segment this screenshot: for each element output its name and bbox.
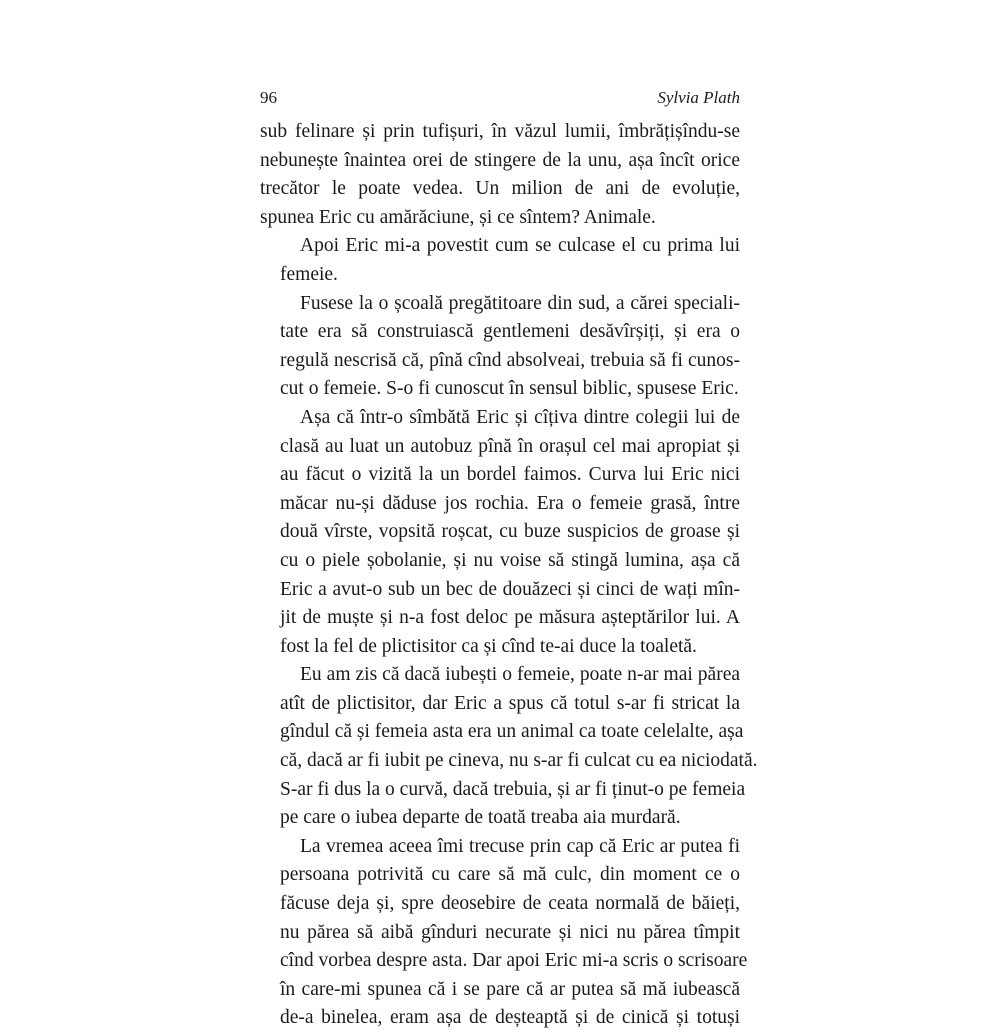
paragraph [260, 404, 740, 661]
text-line: spunea Eric cu amărăciune, și ce sîntem? Animale. [260, 206, 656, 228]
body-text [260, 118, 758, 1033]
text-line: S-ar fi dus la o curvă, dacă trebuia, și ar fi ținut-o pe femeia [280, 778, 746, 800]
text-line: că, dacă ar fi iubit pe cineva, nu s-ar fi culcat cu ea niciodată. [280, 750, 758, 772]
paragraph [260, 118, 740, 232]
text-line: atît de plictisitor, dar Eric a spus că totul s-ar fi stricat la [280, 692, 740, 714]
text-line: Eric a avut-o sub un bec de douăzeci și cinci de wați mîn- [280, 578, 740, 600]
text-line: măcar nu-și dăduse jos rochia. Era o femeie grasă, între [280, 492, 740, 514]
text-line: regulă nescrisă că, pînă cînd absolveai, trebuia să fi cunos- [280, 349, 740, 371]
paragraph [260, 661, 758, 833]
text-line: persoana potrivită cu care să mă culc, din moment ce o [280, 864, 740, 886]
text-line: tate era să construiască gentlemeni desăvîrșiți, și era o [280, 321, 740, 343]
text-line: trecător le poate vedea. Un milion de ani de evoluție, [260, 178, 740, 200]
text-line: La vremea aceea îmi trecuse prin cap că Eric ar putea fi [300, 835, 740, 857]
running-head-author: Sylvia Plath [657, 88, 740, 107]
text-line: jit de muște și n-a fost deloc pe măsura așteptărilor lui. A [280, 607, 740, 629]
page-number: 96 [260, 88, 277, 107]
paragraph [260, 232, 740, 289]
text-line: cu o piele șobolanie, și nu voise să stingă lumina, așa că [280, 549, 740, 571]
text-line: cut o femeie. S-o fi cunoscut în sensul biblic, spusese Eric. [280, 378, 739, 400]
text-line: făcuse deja și, spre deosebire de ceata normală de băieți, [280, 893, 740, 915]
text-line: sub felinare și prin tufișuri, în văzul lumii, îmbrățișîndu-se [260, 121, 740, 142]
text-line: clasă au luat un autobuz pînă în orașul cel mai apropiat și [280, 435, 740, 457]
text-line: Fusese la o școală pregătitoare din sud, a cărei speciali- [300, 292, 740, 314]
text-line: cînd vorbea despre asta. Dar apoi Eric mi-a scris o scrisoare [280, 950, 748, 972]
text-line: fost la fel de plictisitor ca și cînd te-ai duce la toaletă. [280, 635, 697, 657]
text-line: două vîrste, vopsită roșcat, cu buze suspicios de groase și [280, 521, 740, 543]
text-line: în care-mi spunea că i se pare că ar putea să mă iubească [280, 978, 740, 1000]
text-line: gîndul că și femeia asta era un animal ca toate celelalte, așa [280, 721, 744, 743]
text-line: pe care o iubea departe de toată treaba aia murdară. [280, 807, 681, 829]
text-line: femeie. [280, 263, 338, 285]
text-line: au făcut o vizită la un bordel faimos. Curva lui Eric nici [280, 464, 740, 486]
text-line: Eu am zis că dacă iubești o femeie, poate n-ar mai părea [300, 664, 740, 686]
text-line: nu părea să aibă gînduri necurate și nici nu părea tîmpit [280, 921, 740, 943]
text-line: Apoi Eric mi-a povestit cum se culcase el cu prima lui [300, 235, 740, 257]
paragraph [260, 833, 748, 1033]
text-line: Așa că într-o sîmbătă Eric și cîțiva dintre colegii lui de [300, 406, 740, 428]
paragraph [260, 290, 740, 404]
text-line: nebunește înaintea orei de stingere de la unu, așa încît orice [260, 149, 740, 171]
text-line: de-a binelea, eram așa de deșteaptă și de cinică și totuși [280, 1007, 740, 1029]
page-header [260, 86, 740, 110]
